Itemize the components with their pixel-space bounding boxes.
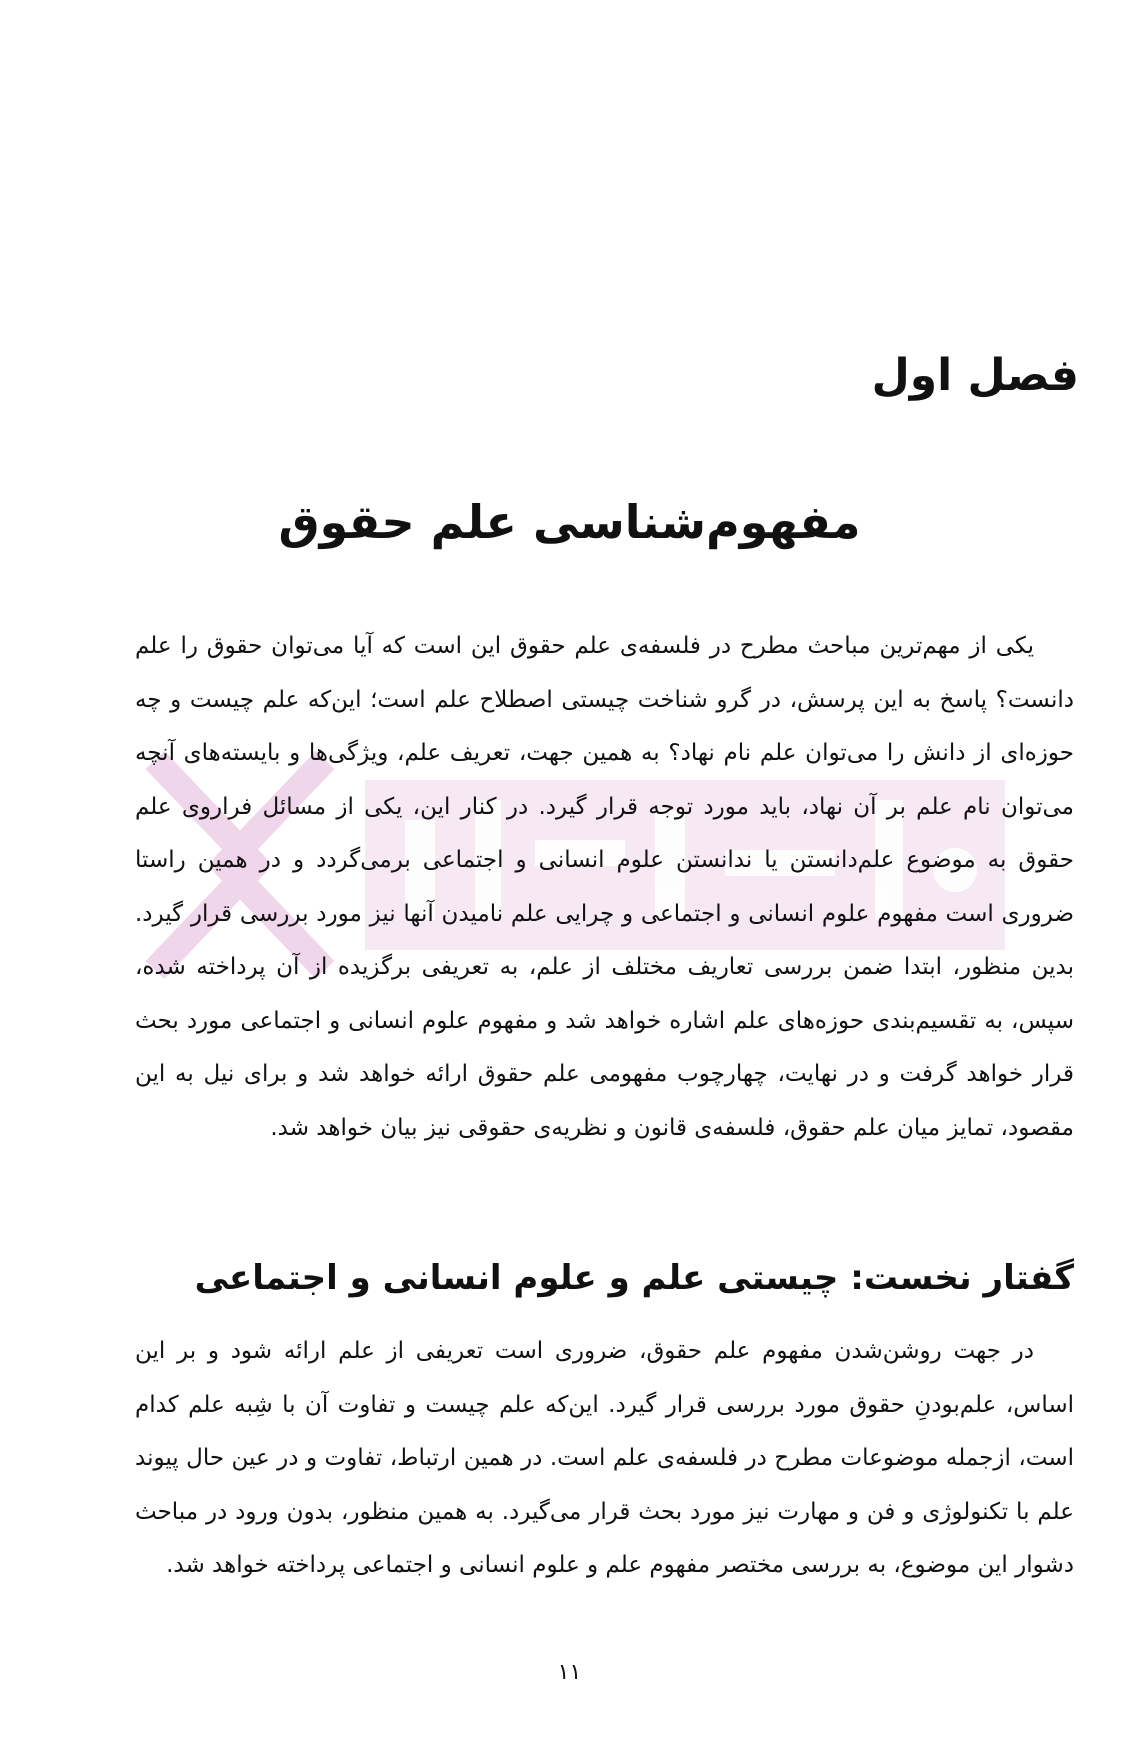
- chapter-title: مفهوم‌شناسی علم حقوق: [278, 495, 861, 549]
- section-heading: گفتار نخست: چیستی علم و علوم انسانی و اجتماعی: [194, 1258, 1074, 1298]
- intro-paragraph: یکی از مهم‌ترین مباحث مطرح در فلسفه‌ی علم حقوق این است که آیا می‌توان حقوق را علم دانست؟ پاسخ به این پرسش، در گرو شناخت چیستی اصطلاح علم است؛ این‌که علم چیست و چه حوزه‌ای از دانش را می‌توان علم نام نهاد؟ به همین جهت، تعریف علم، ویژگی‌ها و بایسته‌های آنچه می‌توان نام علم بر آن نهاد، باید مورد توجه قرار گیرد. در کنار این، یکی از مسائل فراروی علم حقوق به موضوع علم‌دانستن یا ندانستن علوم انسانی و اجتماعی برمی‌گردد و در همین راستا ضروری است مفهوم علوم انسانی و اجتماعی و چرایی علم نامیدن آنها نیز مورد بررسی قرار گیرد. بدین منظور، ابتدا ضمن بررسی تعاریف مختلف از علم، به تعریفی برگزیده از آن پرداخته شده، سپس، به تقسیم‌بندی حوزه‌های علم اشاره خواهد شد و مفهوم علوم انسانی و اجتماعی مورد بحث قرار خواهد گرفت و در نهایت، چهارچوب مفهومی علم حقوق ارائه خواهد شد و برای نیل به این مقصود، تمایز میان علم حقوق، فلسفه‌ی قانون و نظریه‌ی حقوقی نیز بیان خواهد شد.: [135, 633, 1074, 1141]
- chapter-label: فصل اول: [871, 350, 1079, 401]
- page-number: ۱۱: [557, 1660, 582, 1685]
- section-paragraph: در جهت روشن‌شدن مفهوم علم حقوق، ضروری است تعریفی از علم ارائه شود و بر این اساس، علم‌بودنِ حقوق مورد بررسی قرار گیرد. این‌که علم چیست و تفاوت آن با شِبه علم کدام است، ازجمله موضوعات مطرح در فلسفه‌ی علم است. در همین ارتباط، تفاوت و در عین حال پیوند علم با تکنولوژی و فن و مهارت نیز مورد بحث قرار می‌گیرد. به همین منظور، بدون ورود در مباحث دشوار این موضوع، به بررسی مختصر مفهوم علم و علوم انسانی و اجتماعی پرداخته خواهد شد.: [135, 1338, 1074, 1578]
